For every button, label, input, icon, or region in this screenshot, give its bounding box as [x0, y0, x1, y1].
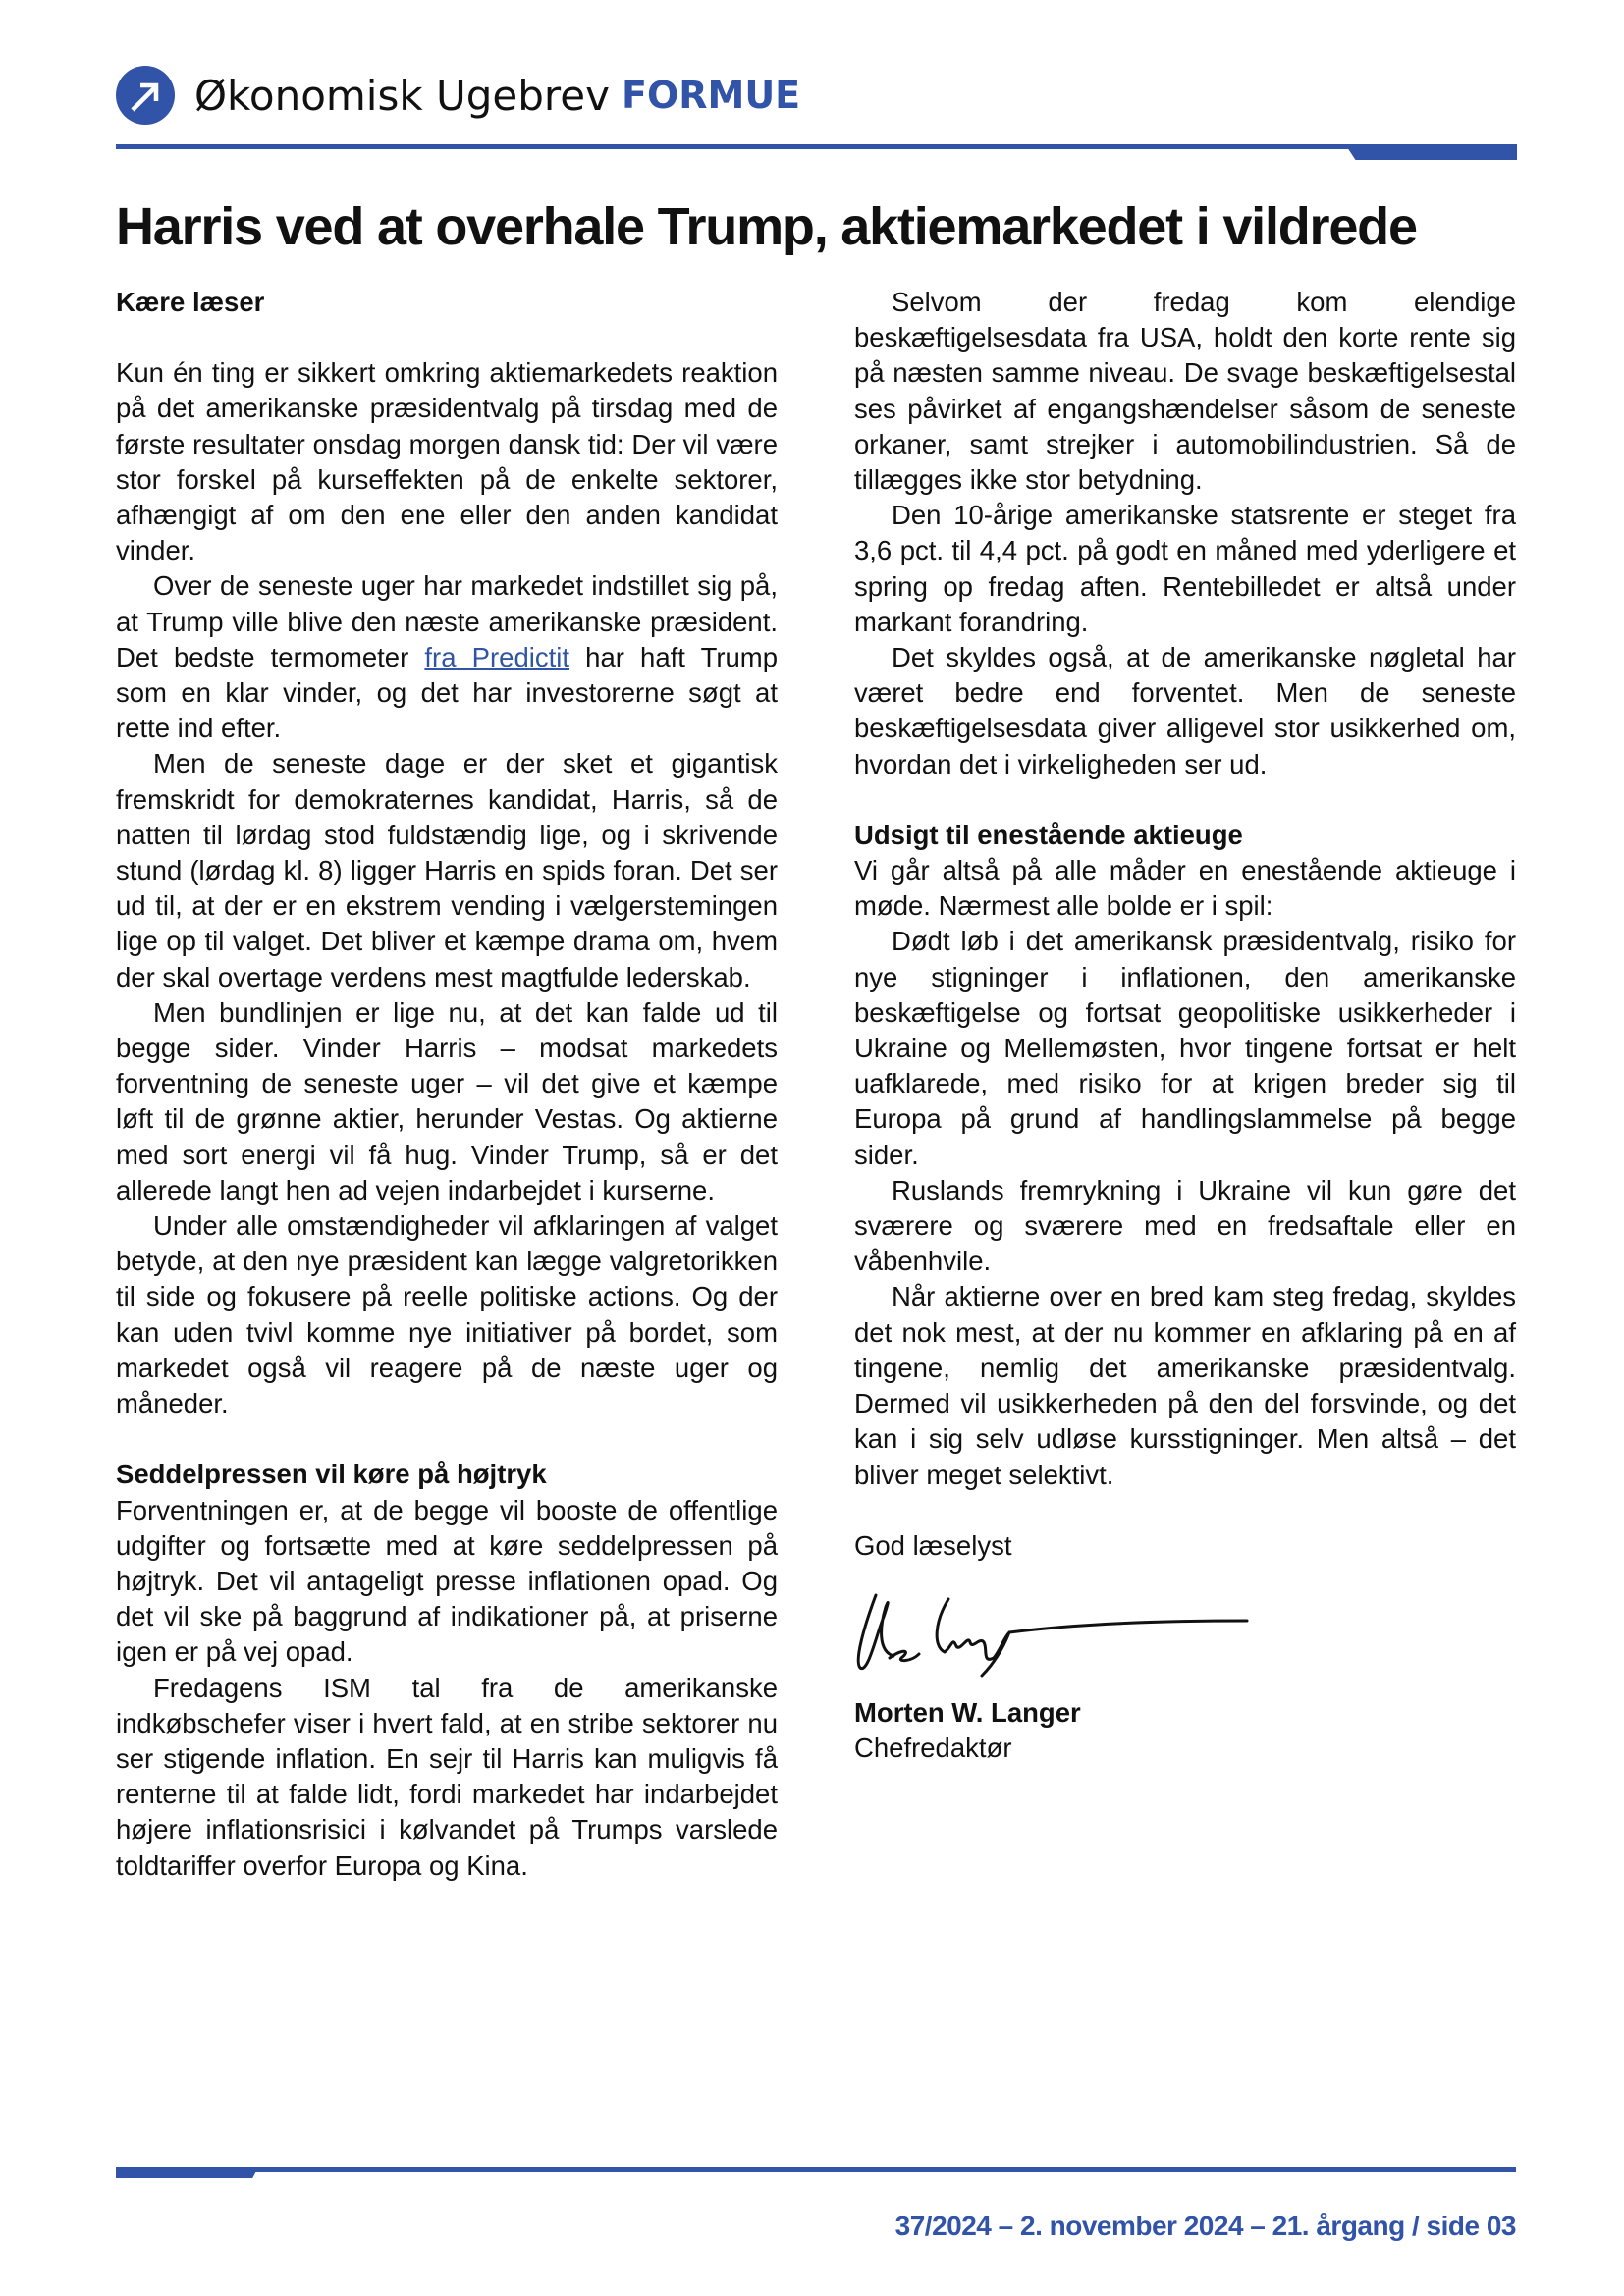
predictit-link[interactable]: fra Predictit — [424, 641, 569, 672]
section-heading: Udsigt til enestående aktieuge — [854, 819, 1243, 850]
right-column — [854, 285, 1516, 1766]
footer-divider-accent — [116, 2167, 258, 2178]
author-title: Chefredaktør — [854, 1733, 1012, 1764]
paragraph: Men bundlinjen er lige nu, at det kan falde ud til begge sider. Vinder Harris – modsat markedets forventning de seneste uger – vil det give et kæmpe løft til de grønne aktier, herunder Vestas. Og aktierne med sort energi vil få hug. Vinder Trump, så er det allerede langt hen ad vejen indarbejdet i kurserne. — [116, 996, 778, 1205]
paragraph: Fredagens ISM tal fra de amerikanske indkøbschefer viser i hvert fald, at en stribe sektorer nu ser stigende inflation. En sejr til Harris kan muligvis få renterne til at falde lidt, fordi markedet har indarbejdet højere inflationsrisici i kølvandet på Trumps varslede toldtariffer overfor Europa og Kina. — [116, 1672, 778, 1881]
paragraph-with-link — [116, 568, 778, 746]
paragraph: Vi går altså på alle måder en enestående aktieuge i møde. Nærmest alle bolde er i spil: — [854, 855, 1516, 922]
paragraph: Selvom der fredag kom elendige beskæftigelsesdata fra USA, holdt den korte rente sig på næsten samme niveau. De svage beskæftigelsestal ses påvirket af engangshændelser såsom de seneste orkaner, samt strejker i automobilindustrien. Så de tillægges ikke stor betydning. — [854, 287, 1516, 496]
header-divider — [116, 144, 1516, 149]
signature-icon — [854, 1577, 1267, 1685]
paragraph: Forventningen er, at de begge vil booste de offentlige udgifter og fortsætte med at køre seddelpressen på højtryk. Det vil antageligt presse inflationen opad. Og det vil ske på baggrund af indikationer på, at priserne igen er på vej opad. — [116, 1494, 778, 1668]
salutation: Kære læser — [116, 287, 265, 317]
paragraph-text: har haft Trump som en klar vinder, og det har investorerne søgt at rette ind efter. — [116, 641, 778, 744]
paragraph: Dødt løb i det amerikansk præsidentvalg, risiko for nye stigninger i inflationen, den amerikanske beskæftigelse og fortsat geopolitiske usikkerheder i Ukraine og Mellemøsten, hvor tingene fortsat er helt uafklarede, med risiko for at krigen breder sig til Europa på grund af handlingslammelse på begge sider. — [854, 926, 1516, 1170]
article-title: Harris ved at overhale Trump, aktiemarkedet i vildrede — [116, 197, 1417, 256]
footer-divider — [116, 2167, 1516, 2172]
left-column — [116, 285, 778, 1884]
paragraph: Men de seneste dage er der sket et gigantisk fremskridt for demokraternes kandidat, Harris, så de natten til lørdag stod fuldstændig lige, og i skrivende stund (lørdag kl. 8) ligger Harris en spids foran. Det ser ud til, at der er en ekstrem vending i vælgerstemingen lige op til valget. Det bliver et kæmpe drama om, hvem der skal overtage verdens mest magtfulde lederskab. — [116, 748, 778, 992]
paragraph: Det skyldes også, at de amerikanske nøgletal har været bedre end forventet. Men de seneste beskæftigelsesdata giver alligevel stor usikkerhed om, hvordan det i virkeligheden ser ud. — [854, 642, 1516, 779]
masthead — [116, 61, 800, 130]
section-heading: Seddelpressen vil køre på højtryk — [116, 1459, 547, 1490]
author-name: Morten W. Langer — [854, 1696, 1081, 1728]
header-divider-accent — [1345, 144, 1517, 160]
paragraph: Den 10-årige amerikanske statsrente er steget fra 3,6 pct. til 4,4 pct. på godt en måned med yderligere et spring op fredag aften. Rentebilledet er altså under markant forandring. — [854, 500, 1516, 637]
brand-name: Økonomisk Ugebrev — [194, 71, 610, 120]
paragraph: Ruslands fremrykning i Ukraine vil kun gøre det sværere og sværere med en fredsaftale eller en våbenhvile. — [854, 1174, 1516, 1277]
issue-info: 37/2024 – 2. november 2024 – 21. årgang / side 03 — [894, 2211, 1516, 2241]
brand-section: FORMUE — [621, 74, 801, 117]
paragraph: Kun én ting er sikkert omkring aktiemarkedets reaktion på det amerikanske præsidentvalg på tirsdag med de første resultater onsdag morgen dansk tid: Der vil være stor forskel på kurseffekten på de enkelte sektorer, afhængigt af om den ene eller den anden kandidat vinder. — [116, 357, 778, 566]
paragraph: Når aktierne over en bred kam steg fredag, skyldes det nok mest, at der nu kommer en afklaring på en af tingene, nemlig det amerikanske præsidentvalg. Dermed vil usikkerheden på den del forsvinde, og det kan i sig selv udløse kursstigninger. Men altså – det bliver meget selektivt. — [854, 1281, 1516, 1490]
paragraph-text: Over de seneste uger har markedet indstillet sig på, at Trump ville blive den næste amerikanske præsident. Det bedste termometer — [116, 570, 778, 672]
paragraph: Under alle omstændigheder vil afklaringen af valget betyde, at den nye præsident kan lægge valgretorikken til side og fokusere på reelle politiske actions. Og der kan uden tvivl komme nye initiativer på bordet, som markedet også vil reagere på de næste uger og måneder. — [116, 1210, 778, 1419]
arrow-up-right-circle-icon — [116, 66, 175, 125]
closing-line: God læselyst — [854, 1529, 1012, 1561]
